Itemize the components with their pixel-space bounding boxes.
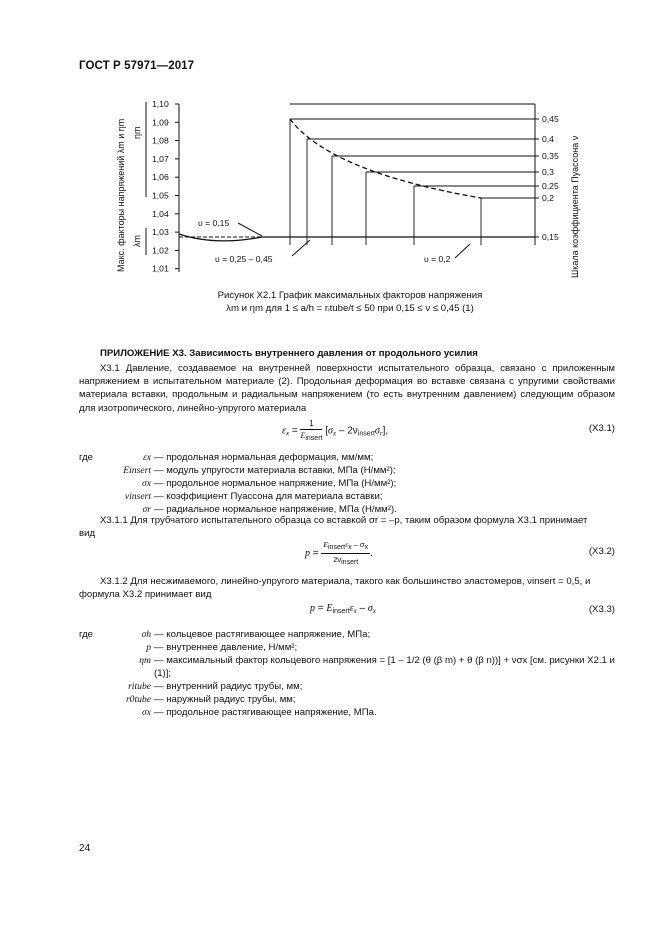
definition-symbol: p [146, 642, 151, 653]
definition-symbol: σx [142, 478, 151, 489]
document-header: ГОСТ Р 57971—2017 [79, 60, 195, 72]
poisson-tick-label: 0,25 [542, 181, 559, 191]
y-axis-label: Макс. факторы напряжений λm и ηm [116, 118, 126, 272]
y-tick-label: 1,02 [152, 245, 169, 256]
y-tick-label: 1,05 [152, 190, 169, 201]
annot-nu-025-045: υ = 0,25 – 0,45 [215, 254, 273, 264]
paragraph-x3-1-2: Х3.1.2 Для несжимаемого, линейно-упругого материала, такого как большинство эластомеров, νinsert = 0,5, и [100, 576, 591, 587]
definition-symbol: ηm [139, 655, 151, 666]
y-tick-label: 1,03 [152, 227, 169, 238]
definition-prefix: где [79, 452, 94, 463]
definition-row [79, 693, 619, 706]
page-number: 24 [79, 843, 91, 854]
definitions-list-2 [79, 628, 619, 719]
definition-text: — наружный радиус трубы, мм; [154, 694, 296, 705]
definition-row [79, 490, 619, 503]
definition-text: — внутренний радиус трубы, мм; [154, 681, 303, 692]
definition-prefix [79, 641, 99, 654]
figure-caption-line1: Рисунок Х2.1 График максимальных факторов напряжения [217, 290, 483, 301]
y-tick-label: 1,09 [152, 117, 169, 128]
definition-symbol: ritube [128, 681, 151, 692]
definition-symbol: εx [142, 452, 151, 463]
figure-caption-line2: λm и ηm для 1 ≤ a/h = rᵢtube/t ≤ 50 при 0,15 ≤ ν ≤ 0,45 (1) [226, 303, 474, 314]
annot-nu-02: υ = 0,2 [424, 254, 451, 264]
definition-text: — внутреннее давление, Н/мм²; [154, 642, 298, 653]
definition-row [79, 654, 619, 680]
definition-row [79, 680, 619, 693]
equation-x3-2: p = Einsertεx – σx 2νinsert . [305, 540, 373, 566]
poisson-tick-label: 0,2 [542, 193, 554, 203]
eta-label: ηm [132, 126, 142, 139]
definition-prefix [79, 706, 99, 719]
definition-symbol: r0tube [125, 694, 151, 705]
definition-row [79, 464, 619, 477]
appendix-title: ПРИЛОЖЕНИЕ Х3. Зависимость внутреннего давления от продольного усилия [100, 348, 478, 359]
poisson-scale-ticks [535, 114, 559, 242]
poisson-tick-label: 0,35 [542, 151, 559, 161]
y-tick-label: 1,04 [152, 208, 169, 219]
definition-text: — модуль упругости материала вставки, МПа (Н/мм²); [154, 465, 396, 476]
definition-symbol: σr [142, 504, 151, 515]
annot-nu-015: υ = 0,15 [198, 218, 230, 228]
lambda-label: λm [132, 235, 142, 247]
y-tick-label: 1,01 [152, 263, 169, 274]
definition-text: — радиальное нормальное напряжение, МПа (Н/мм²). [154, 504, 397, 515]
poisson-tick-label: 0,4 [542, 134, 554, 144]
equation-x3-3: $p = E_{insert}\varepsilon_x - \sigma_x$ [310, 603, 376, 615]
eqnum-x3-2: (Х3.2) [588, 546, 615, 557]
definition-row [79, 477, 619, 490]
definition-symbol: νinsert [124, 491, 151, 502]
definition-row [79, 451, 619, 464]
definition-prefix: где [79, 629, 94, 640]
definition-row [79, 628, 619, 641]
y-tick-label: 1,08 [152, 135, 169, 146]
definition-text: — максимальный фактор кольцевого напряжения = [1 – 1/2 (θ (β m) + θ (β n))] + νσx [см. рисунки Х2.1 и (1)]; [154, 655, 615, 679]
paragraph-x3-1-1: Х3.1.1 Для трубчатого испытательного образца со вставкой σr = –p, таким образом формула Х3.1 принимает [100, 515, 588, 526]
definition-symbol: Einsert [123, 465, 151, 476]
definition-prefix [79, 464, 99, 477]
y-tick-label: 1,06 [152, 172, 169, 183]
definition-text: — продольное нормальное напряжение, МПа (Н/мм²); [154, 478, 397, 489]
eqnum-x3-1: (Х3.1) [588, 423, 615, 434]
poisson-scale-label: Шкала коэффициента Пуассона ν [570, 135, 580, 278]
eqnum-x3-3: (Х3.3) [588, 604, 615, 615]
paragraph-x3-1-2-cont: формула Х3.2 принимает вид [79, 589, 212, 600]
definition-row [79, 706, 619, 719]
definitions-list-1 [79, 451, 619, 516]
y-tick-label: 1,10 [152, 99, 169, 109]
definition-prefix [79, 477, 99, 490]
paragraph-x3-1: Х3.1 Давление, создаваемое на внутренней поверхности испытательного образца, связано с приложенным напряжением в испытательном материале (2). Продольная деформация во вставке связана с упругими свойствами материала вставки, продольным и радиальным напряжением (то есть внутренним давлением) следующим образом для изотропического, линейно-упругого материала [79, 363, 615, 414]
poisson-tick-label: 0,3 [542, 167, 554, 177]
equation-x3-1: $\varepsilon_x$ = 1 Einsert $[\sigma_x - 2\nu_{insert}\sigma_r]$, [282, 419, 389, 442]
definition-row [79, 641, 619, 654]
definition-text: — продольная нормальная деформация, мм/мм; [154, 452, 374, 463]
definition-text: — коэффициент Пуассона для материала вставки; [154, 491, 383, 502]
paragraph-x3-1-1-cont: вид [79, 528, 96, 539]
y-ticks [152, 99, 179, 274]
definition-prefix [79, 693, 99, 706]
y-tick-label: 1,07 [152, 153, 169, 164]
stress-factor-chart [0, 0, 661, 300]
definition-symbol: σx [142, 707, 151, 718]
poisson-tick-label: 0,15 [542, 232, 559, 242]
poisson-tick-label: 0,45 [542, 114, 559, 124]
definition-prefix [79, 490, 99, 503]
definition-prefix [79, 680, 99, 693]
definition-symbol: σh [141, 629, 151, 640]
definition-text: — кольцевое растягивающее напряжение, МПа; [154, 629, 371, 640]
definition-text: — продольное растягивающее напряжение, МПа. [154, 707, 377, 718]
definition-prefix [79, 654, 99, 680]
